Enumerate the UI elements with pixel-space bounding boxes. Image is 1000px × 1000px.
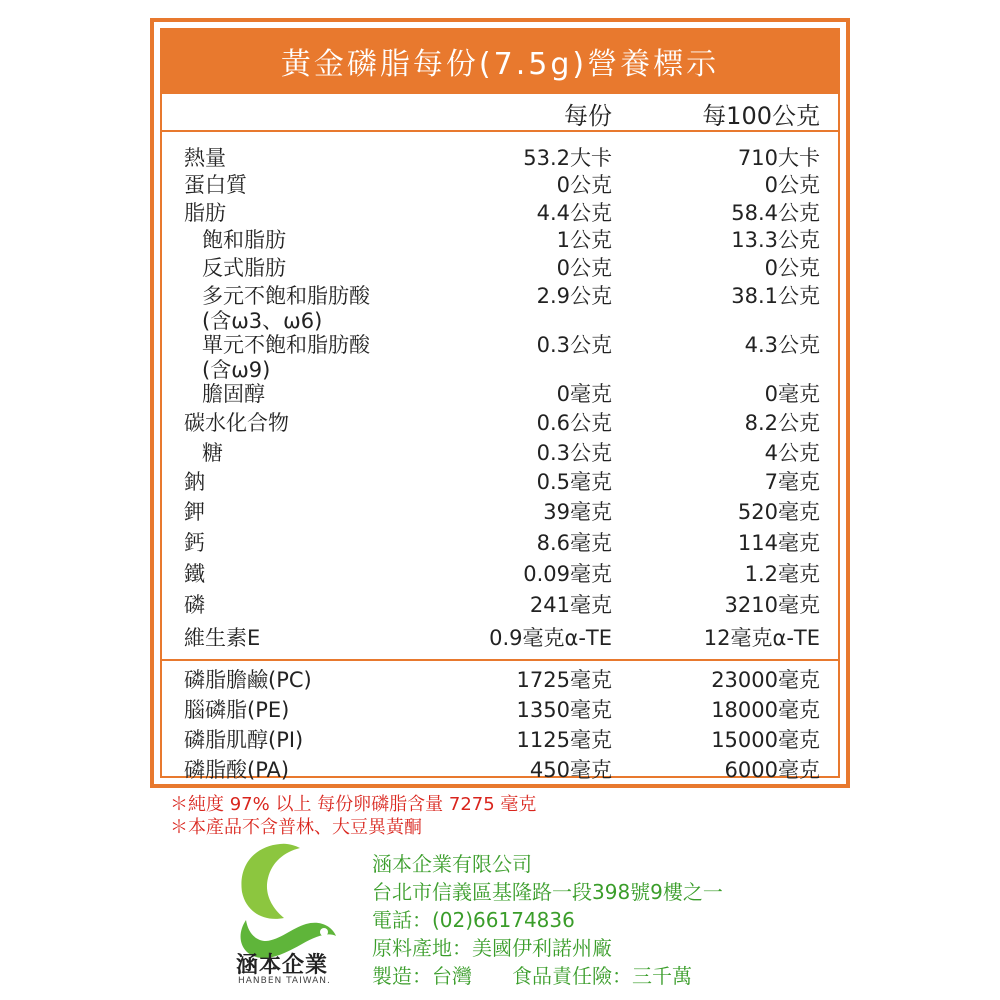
row-label: 磷 bbox=[184, 593, 205, 617]
row-label: 多元不飽和脂肪酸 bbox=[202, 284, 370, 308]
row-label: 蛋白質 bbox=[184, 173, 247, 197]
row-label: 糖 bbox=[202, 441, 223, 465]
row-value-per-100g: 0公克 bbox=[764, 256, 820, 280]
row-value-per-100g: 3210毫克 bbox=[724, 593, 820, 617]
nutrition-label-inner bbox=[160, 28, 840, 782]
note-purity: ＊純度 97% 以上 每份卵磷脂含量 7275 毫克 bbox=[170, 794, 537, 815]
row-value-per-100g: 4.3公克 bbox=[744, 333, 820, 357]
row-value-per-serving: 1725毫克 bbox=[516, 668, 612, 692]
row-value-per-serving: 0公克 bbox=[556, 173, 612, 197]
row-label: 熱量 bbox=[184, 146, 226, 170]
row-label: 鈉 bbox=[184, 470, 205, 494]
row-value-per-serving: 1350毫克 bbox=[516, 698, 612, 722]
row-label: 反式脂肪 bbox=[202, 256, 286, 280]
row-value-per-serving: 8.6毫克 bbox=[536, 531, 612, 555]
row-label: 鐵 bbox=[184, 562, 205, 586]
row-label: 膽固醇 bbox=[202, 382, 265, 406]
divider bbox=[162, 659, 838, 661]
row-value-per-100g: 0毫克 bbox=[764, 382, 820, 406]
row-value-per-100g: 13.3公克 bbox=[731, 228, 820, 252]
row-value-per-serving: 0.9毫克α-TE bbox=[489, 626, 612, 650]
row-value-per-serving: 0.3公克 bbox=[536, 333, 612, 357]
row-value-per-serving: 1125毫克 bbox=[516, 728, 612, 752]
row-value-per-serving: 241毫克 bbox=[529, 593, 612, 617]
row-label: 鉀 bbox=[184, 500, 205, 524]
company-name: 涵本企業有限公司 bbox=[372, 852, 532, 876]
company-origin: 原料產地：美國伊利諾州廠 bbox=[372, 936, 612, 960]
divider bbox=[162, 130, 838, 132]
row-value-per-serving: 0毫克 bbox=[556, 382, 612, 406]
row-value-per-100g: 7毫克 bbox=[764, 470, 820, 494]
row-label: 脂肪 bbox=[184, 201, 226, 225]
column-header-per-serving: 每份 bbox=[564, 102, 612, 130]
row-value-per-serving: 53.2大卡 bbox=[523, 146, 612, 170]
row-value-per-serving: 0公克 bbox=[556, 256, 612, 280]
row-label-sub: (含ω3、ω6) bbox=[202, 309, 323, 333]
row-value-per-serving: 0.09毫克 bbox=[523, 562, 612, 586]
row-label: 飽和脂肪 bbox=[202, 228, 286, 252]
note-exclusions: ＊本產品不含普林、大豆異黃酮 bbox=[170, 817, 422, 838]
row-value-per-100g: 0公克 bbox=[764, 173, 820, 197]
row-value-per-serving: 0.3公克 bbox=[536, 441, 612, 465]
row-value-per-100g: 710大卡 bbox=[737, 146, 820, 170]
row-label-sub: (含ω9) bbox=[202, 358, 271, 382]
column-header-per-100g: 每100公克 bbox=[702, 102, 820, 130]
row-value-per-100g: 38.1公克 bbox=[731, 284, 820, 308]
row-value-per-100g: 4公克 bbox=[764, 441, 820, 465]
row-label: 維生素E bbox=[184, 626, 261, 650]
row-value-per-serving: 0.5毫克 bbox=[536, 470, 612, 494]
row-value-per-serving: 4.4公克 bbox=[536, 201, 612, 225]
logo-name: 涵本企業 bbox=[236, 952, 329, 978]
row-value-per-serving: 2.9公克 bbox=[536, 284, 612, 308]
row-label: 鈣 bbox=[184, 531, 205, 555]
company-manufacture-insurance: 製造：台灣 食品責任險：三千萬 bbox=[372, 964, 692, 988]
row-value-per-100g: 12毫克α-TE bbox=[703, 626, 820, 650]
nutrition-label bbox=[150, 18, 850, 788]
row-value-per-100g: 520毫克 bbox=[737, 500, 820, 524]
row-value-per-serving: 450毫克 bbox=[529, 758, 612, 782]
row-value-per-100g: 114毫克 bbox=[737, 531, 820, 555]
row-value-per-100g: 6000毫克 bbox=[724, 758, 820, 782]
label-title: 黃金磷脂每份(7.5g)營養標示 bbox=[162, 30, 838, 92]
company-address: 台北市信義區基隆路一段398號9樓之一 bbox=[372, 880, 723, 904]
row-label: 磷脂膽鹼(PC) bbox=[184, 668, 312, 692]
row-value-per-serving: 1公克 bbox=[556, 228, 612, 252]
row-label: 單元不飽和脂肪酸 bbox=[202, 333, 370, 357]
row-label: 磷脂酸(PA) bbox=[184, 758, 290, 782]
divider bbox=[162, 92, 838, 94]
row-label: 腦磷脂(PE) bbox=[184, 698, 290, 722]
logo-subtitle: HANBEN TAIWAN. bbox=[238, 976, 331, 986]
row-label: 碳水化合物 bbox=[184, 411, 289, 435]
row-value-per-100g: 15000毫克 bbox=[711, 728, 820, 752]
row-value-per-100g: 1.2毫克 bbox=[744, 562, 820, 586]
company-phone: 電話：(02)66174836 bbox=[372, 908, 575, 932]
row-value-per-100g: 58.4公克 bbox=[731, 201, 820, 225]
row-value-per-100g: 18000毫克 bbox=[711, 698, 820, 722]
row-value-per-100g: 23000毫克 bbox=[711, 668, 820, 692]
row-value-per-serving: 0.6公克 bbox=[536, 411, 612, 435]
row-label: 磷脂肌醇(PI) bbox=[184, 728, 304, 752]
row-value-per-100g: 8.2公克 bbox=[744, 411, 820, 435]
row-value-per-serving: 39毫克 bbox=[543, 500, 612, 524]
